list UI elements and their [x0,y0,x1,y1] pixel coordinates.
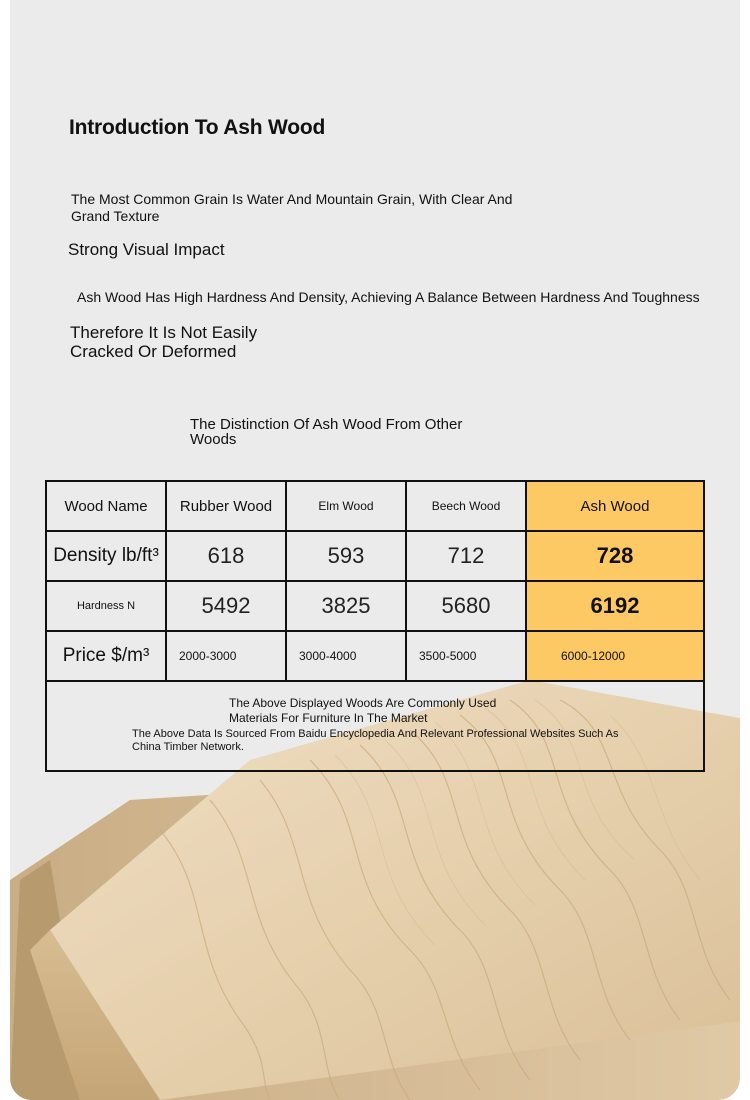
wood-comparison-table [45,480,705,772]
density-elm-wood: 593 [287,532,407,580]
table-header-row [47,482,703,532]
hardness-elm-wood: 3825 [287,582,407,630]
price-beech-wood: 3500-5000 [407,632,527,680]
hardness-rubber-wood: 5492 [167,582,287,630]
table-row-price [47,632,703,682]
header-ash-wood: Ash Wood [527,482,703,530]
density-beech-wood: 712 [407,532,527,580]
content-panel [10,0,740,1100]
header-wood-name: Wood Name [47,482,167,530]
header-elm-wood: Elm Wood [287,482,407,530]
density-label: Density lb/ft³ [47,532,167,580]
table-row-density [47,532,703,582]
header-beech-wood: Beech Wood [407,482,527,530]
table-row-hardness [47,582,703,632]
price-elm-wood: 3000-4000 [287,632,407,680]
visual-impact-text: Strong Visual Impact [68,240,225,259]
price-rubber-wood: 2000-3000 [167,632,287,680]
market-note: The Above Displayed Woods Are Commonly Used Materials For Furniture In The Market [229,696,497,725]
source-note: The Above Data Is Sourced From Baidu Encyclopedia And Relevant Professional Websites Such As China Timber Network. [132,728,619,753]
page-title: Introduction To Ash Wood [69,116,326,139]
hardness-label: Hardness N [47,582,167,630]
table-notes [47,682,703,770]
comparison-title: The Distinction Of Ash Wood From Other Woods [190,416,463,448]
density-ash-wood: 728 [527,532,703,580]
grain-description: The Most Common Grain Is Water And Mountain Grain, With Clear And Grand Texture [71,191,513,224]
header-rubber-wood: Rubber Wood [167,482,287,530]
hardness-ash-wood: 6192 [527,582,703,630]
hardness-beech-wood: 5680 [407,582,527,630]
durability-text: Therefore It Is Not Easily Cracked Or Deformed [70,323,258,361]
density-rubber-wood: 618 [167,532,287,580]
price-label: Price $/m³ [47,632,167,680]
price-ash-wood: 6000-12000 [527,632,703,680]
hardness-description: Ash Wood Has High Hardness And Density, Achieving A Balance Between Hardness And Toughness [77,289,700,305]
